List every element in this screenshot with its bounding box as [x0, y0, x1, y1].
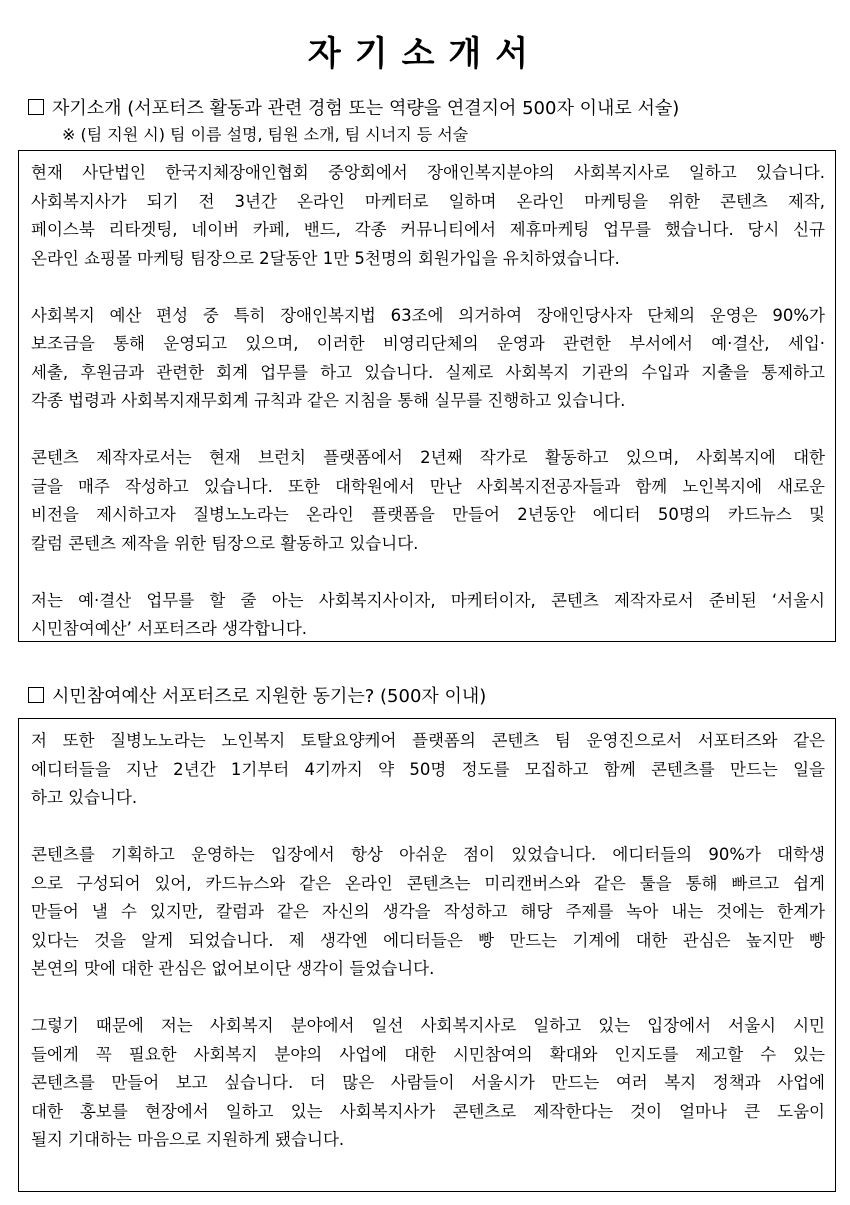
- text-line: 콘텐츠를 만들어 보고 싶습니다. 더 많은 사람들이 서울시가 만드는 여러 복지 정책과 사업에: [31, 1073, 825, 1092]
- checkbox-square-icon: [28, 99, 44, 115]
- text-line: 현재 사단법인 한국지체장애인협회 중앙회에서 장애인복지분야의 사회복지사로 일하고 있습니다.: [31, 163, 825, 182]
- text-line: 그렇기 때문에 저는 사회복지 분야에서 일선 사회복지사로 일하고 있는 입장에서 서울시 시민: [31, 1016, 825, 1035]
- section1-note: ※ (팀 지원 시) 팀 이름 설명, 팀원 소개, 팀 시너지 등 서술: [62, 125, 469, 144]
- text-line: 될지 기대하는 마음으로 지원하게 됐습니다.: [31, 1130, 345, 1149]
- text-line: 글을 매주 작성하고 있습니다. 또한 대학원에서 만난 사회복지전공자들과 함께 노인복지에 새로운: [31, 476, 825, 496]
- text-line: 온라인 쇼핑몰 마케팅 팀장으로 2달동안 1만 5천명의 회원가입을 유치하였습니다.: [31, 248, 620, 268]
- text-line: 세출, 후원금과 관련한 회계 업무를 하고 있습니다. 실제로 사회복지 기관의 수입과 지출을 통제하고: [31, 362, 825, 382]
- paragraph-gap: [31, 558, 825, 587]
- text-line: 콘텐츠 제작자로서는 현재 브런치 플랫폼에서 2년째 작가로 활동하고 있으며, 사회복지에 대한: [31, 448, 825, 467]
- text-line: 사회복지 예산 편성 중 특히 장애인복지법 63조에 의거하여 장애인당사자 단체의 운영은 90%가: [31, 305, 825, 325]
- section2-heading: [28, 682, 486, 708]
- section1-heading: [28, 94, 679, 120]
- paragraph-gap: [31, 984, 825, 1013]
- section1-answer-box: [18, 150, 836, 642]
- paragraph-gap: [31, 813, 825, 842]
- text-line: 만들어 낼 수 있지만, 칼럼과 같은 자신의 생각을 작성하고 해당 주제를 녹아 내는 것에는 한계가: [31, 902, 825, 921]
- text-line: 들에게 꼭 필요한 사회복지 분야의 사업에 대한 시민참여의 확대와 인지도를 제고할 수 있는: [31, 1044, 825, 1064]
- page-title: 자기소개서: [307, 34, 543, 74]
- paragraph-gap: [31, 273, 825, 302]
- text-line: 비전을 제시하고자 질병노노라는 온라인 플랫폼을 만들어 2년동안 에디터 50명의 카드뉴스 및: [31, 505, 825, 524]
- text-line: 저는 예·결산 업무를 할 줄 아는 사회복지사이자, 마케터이자, 콘텐츠 제작자로서 준비된 ‘서울시: [31, 590, 825, 610]
- text-line: 보조금을 통해 운영되고 있으며, 이러한 비영리단체의 운영과 관련한 부서에서 예·결산, 세입·: [31, 334, 825, 353]
- text-line: 시민참여예산’ 서포터즈라 생각합니다.: [31, 619, 308, 638]
- text-line: 콘텐츠를 기획하고 운영하는 입장에서 항상 아쉬운 점이 있었습니다. 에디터들의 90%가 대학생: [31, 845, 825, 864]
- text-line: 있다는 것을 알게 되었습니다. 제 생각엔 에디터들은 빵 만드는 기계에 대한 관심은 높지만 빵: [31, 930, 825, 950]
- section2-answer-box: [18, 718, 836, 1192]
- text-line: 으로 구성되어 있어, 카드뉴스와 같은 온라인 콘텐츠는 미리캔버스와 같은 툴을 통해 빠르고 쉽게: [31, 873, 825, 893]
- text-line: 하고 있습니다.: [31, 788, 138, 807]
- text-line: 에디터들을 지난 2년간 1기부터 4기까지 약 50명 정도를 모집하고 함께 콘텐츠를 만드는 일을: [31, 759, 825, 779]
- text-line: 저 또한 질병노노라는 노인복지 토탈요양케어 플랫폼의 콘텐츠 팀 운영진으로서 서포터즈와 같은: [31, 731, 825, 750]
- text-line: 본연의 맛에 대한 관심은 없어보이단 생각이 들었습니다.: [31, 959, 435, 978]
- text-line: 각종 법령과 사회복지재무회계 규칙과 같은 지침을 통해 실무를 진행하고 있습니다.: [31, 391, 626, 410]
- text-line: 페이스북 리타겟팅, 네이버 카페, 밴드, 각종 커뮤니티에서 제휴마케팅 업무를 했습니다. 당시 신규: [31, 220, 825, 239]
- section1-heading-text: 자기소개 (서포터즈 활동과 관련 경험 또는 역량을 연결지어 500자 이내로 서술): [52, 98, 680, 119]
- text-line: 칼럼 콘텐츠 제작을 위한 팀장으로 활동하고 있습니다.: [31, 533, 419, 553]
- text-line: 사회복지사가 되기 전 3년간 온라인 마케터로 일하며 온라인 마케팅을 위한 콘텐츠 제작,: [31, 191, 825, 211]
- paragraph-gap: [31, 416, 825, 445]
- checkbox-square-icon: [28, 687, 44, 703]
- section2-heading-text: 시민참여예산 서포터즈로 지원한 동기는? (500자 이내): [52, 686, 487, 707]
- text-line: 대한 홍보를 현장에서 일하고 있는 사회복지사가 콘텐츠로 제작한다는 것이 얼마나 큰 도움이: [31, 1101, 825, 1121]
